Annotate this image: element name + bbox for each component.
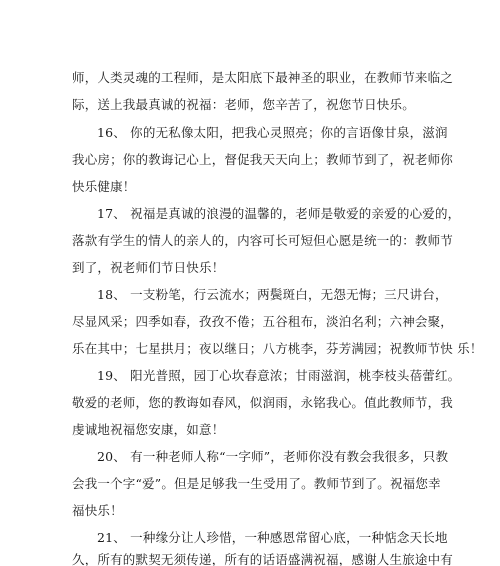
text-line: 乐在其中；七星拱月；夜以继日；八方桃李，芬芳满园；祝教师节快 乐！ xyxy=(72,341,483,356)
text-line: 落款有学生的情人的亲人的，内容可长可短但心愿是统一的：教师节 xyxy=(72,233,454,248)
text-line: 际，送上我最真诚的祝福：老师，您辛苦了，祝您节日快乐。 xyxy=(72,97,415,112)
text-line: 会我一个字“爱”。但是足够我一生受用了。教师节到了。祝福您幸 xyxy=(72,476,441,491)
text-line: 久，所有的默契无须传递，所有的话语盛满祝福，感谢人生旅途中有 xyxy=(72,552,454,566)
text-line: 17、 祝福是真诚的浪漫的温馨的，老师是敬爱的亲爱的心爱的， xyxy=(97,206,461,221)
text-line: 21、 一种缘分让人珍惜，一种感恩常留心底，一种惦念天长地 xyxy=(97,530,448,545)
text-line: 20、 有一种老师人称“一字师”，老师你没有教会我很多，只教 xyxy=(97,449,449,464)
text-line: 师，人类灵魂的工程师，是太阳底下最神圣的职业，在教师节来临之 xyxy=(72,70,454,85)
text-line: 尽显风采；四季如春，孜孜不倦；五谷租布，淡泊名利；六神会聚， xyxy=(72,314,454,329)
text-line: 福快乐！ xyxy=(72,503,123,518)
text-line: 16、 你的无私像太阳，把我心灵照亮；你的言语像甘泉，滋润 xyxy=(97,125,448,140)
text-line: 我心房；你的教诲记心上，督促我天天向上；教师节到了，祝老师你 xyxy=(72,152,454,167)
text-line: 18、 一支粉笔，行云流水；两鬓斑白，无怨无悔；三尺讲台， xyxy=(97,287,448,302)
text-line: 虔诚地祝福您安康，如意！ xyxy=(72,422,225,437)
text-line: 敬爱的老师，您的教诲如春风，似润雨，永铭我心。值此教师节，我 xyxy=(72,395,454,410)
text-line: 到了，祝老师们节日快乐！ xyxy=(72,260,225,275)
text-line: 19、 阳光普照，园丁心坎春意浓；甘雨滋润，桃李枝头蓓蕾红。 xyxy=(97,368,461,383)
text-line: 快乐健康！ xyxy=(72,179,136,194)
